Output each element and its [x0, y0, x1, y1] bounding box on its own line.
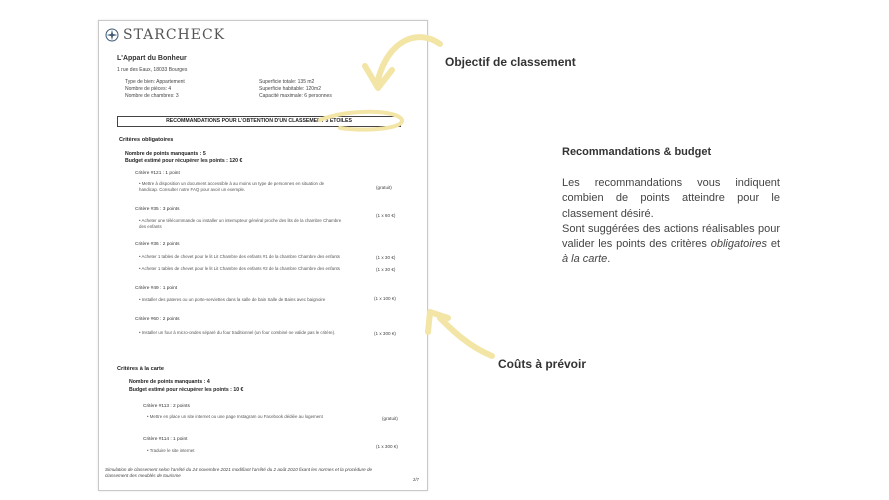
footer-note: Simulation de classement selon l'arrêté du 24 novembre 2021 modifiant l'arrêté du 2 août 2010 fixant les normes et la procédure de classement des meublés de tourisme	[105, 467, 373, 478]
detail-living-area: Superficie habitable: 120m2	[259, 86, 321, 92]
detail-bedrooms: Nombre de chambres: 3	[125, 93, 179, 99]
objective-highlight	[320, 112, 402, 130]
side-panel-para-1: Les recommandations vous indiquent combien de points atteindre pour le classement désiré.	[562, 177, 780, 220]
side-panel-text	[562, 176, 780, 268]
property-address: 1 rue des Eaux, 18033 Bourges	[117, 67, 188, 73]
criterion-item: • Acheter une télécommande ou installer un interrupteur général proche des lits de la chambre Chambre des enfants	[139, 218, 342, 229]
criterion-cost: (1 x 60 €)	[376, 213, 396, 218]
side-panel-heading: Recommandations & budget	[562, 146, 712, 158]
objective-annotation: Objectif de classement	[445, 55, 576, 69]
a-la-carte-budget: Budget estimé pour récupérer les points : 10 €	[129, 387, 244, 393]
criterion-item: • Mettre en place un site internet ou une page Instagram ou Facebook dédiée au logement	[147, 414, 323, 419]
criterion-cost: (gratuit)	[376, 185, 392, 190]
side-panel-para-2: Sont suggérées des actions réalisables pour valider les points des critères obligatoires et à la carte.	[562, 222, 780, 266]
criterion-cost: (1 x 30 €)	[376, 267, 396, 272]
detail-capacity: Capacité maximale: 6 personnes	[259, 93, 332, 99]
costs-annotation: Coûts à prévoir	[498, 357, 587, 371]
criterion-cost: (gratuit)	[382, 416, 398, 421]
a-la-carte-missing-points: Nombre de points manquants : 4	[129, 379, 210, 385]
criterion-label: Critère #49 : 1 point	[135, 286, 178, 291]
detail-type: Type de bien: Appartement	[125, 79, 185, 85]
criterion-label: Critère #114 : 1 point	[143, 437, 188, 442]
mandatory-missing-points: Nombre de points manquants : 5	[125, 151, 206, 157]
recommendations-title: RECOMMANDATIONS POUR L'OBTENTION D'UN CLASSEMENT 3 ÉTOILES	[117, 116, 401, 127]
criterion-cost: (1 x 300 €)	[376, 444, 398, 449]
a-la-carte-heading: Critères à la carte	[117, 366, 164, 372]
criterion-item: • Acheter 1 tables de chevet pour le lit Lit Chambre des enfants #2 de la chambre Chambre des enfants	[139, 266, 340, 271]
criterion-item: • Installer des pateres ou un porte-serviettes dans la salle de bain Salle de Bains avec baignoire	[139, 297, 326, 302]
page-number: 2/7	[413, 477, 420, 482]
property-name: L'Appart du Bonheur	[117, 55, 187, 62]
criterion-label: Critère #35 : 3 points	[135, 207, 180, 212]
criterion-cost: (1 x 300 €)	[374, 331, 396, 336]
criterion-item: • Mettre à disposition un document accessible à au moins un type de personnes en situation de handicap. Consulter notre FAQ pour avoir un exemple.	[139, 181, 325, 192]
criterion-label: Critère #36 : 2 points	[135, 242, 180, 247]
detail-total-area: Superficie totale: 135 m2	[259, 79, 315, 85]
criterion-item: • Acheter 1 tables de chevet pour le lit Lit Chambre des enfants #1 de la chambre Chambre des enfants	[139, 254, 340, 259]
criterion-item: • Traduire le site internet	[147, 448, 195, 453]
criterion-label: Critère #60 : 2 points	[135, 317, 180, 322]
criterion-label: Critère #113 : 2 points	[143, 404, 190, 409]
criterion-label: Critère #121 : 1 point	[135, 171, 180, 176]
mandatory-heading: Critères obligatoires	[119, 137, 174, 143]
costs-arrow	[440, 318, 492, 356]
logo-text: STARCHECK	[123, 27, 226, 43]
mandatory-budget: Budget estimé pour récupérer les points : 120 €	[125, 158, 243, 164]
criterion-cost: (1 x 30 €)	[376, 255, 396, 260]
detail-rooms: Nombre de pièces: 4	[125, 86, 172, 92]
criterion-item: • Installer un four à micro-ondes séparé du four traditionnel (un four combiné ne valide pas le critère).	[139, 330, 336, 335]
criterion-cost: (1 x 100 €)	[374, 296, 396, 301]
